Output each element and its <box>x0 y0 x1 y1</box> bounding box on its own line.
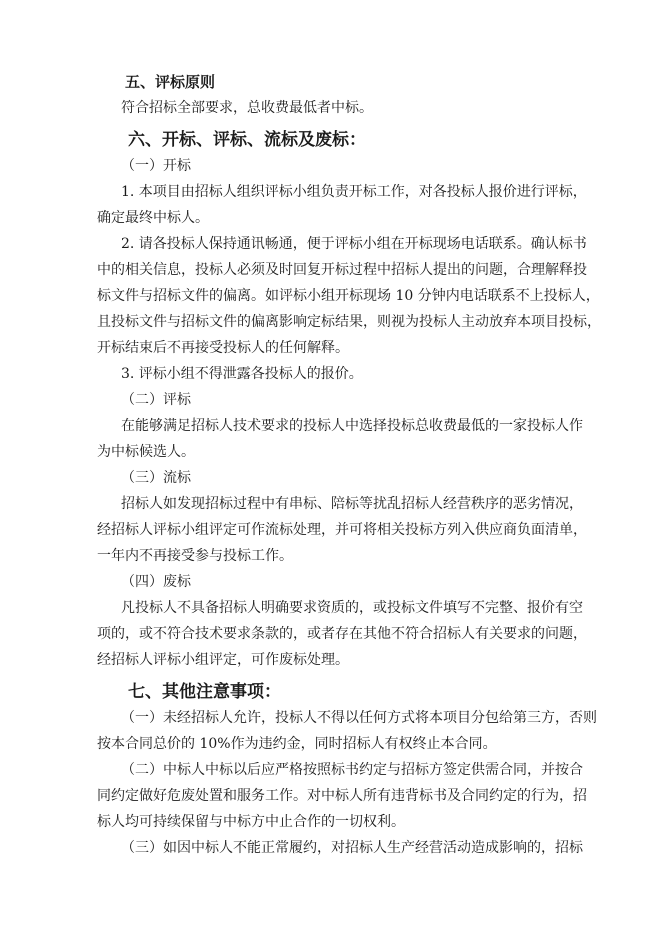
text-line: 标人均可持续保留与中标方中止合作的一切权利。 <box>97 814 405 830</box>
text-line: 经招标人评标小组评定，可作废标处理。 <box>97 652 349 668</box>
text-line: 为中标候选人。 <box>97 444 195 460</box>
text-line: 按本合同总价的 10%作为违约金，同时招标人有权终止本合同。 <box>97 736 497 752</box>
text-line: 2. 请各投标人保持通讯畅通，便于评标小组在开标现场电话联系。确认标书 <box>121 236 587 252</box>
text-line: 确定最终中标人。 <box>97 210 209 226</box>
subsection-heading: （四）废标 <box>121 574 191 590</box>
text-line: 凡投标人不具备招标人明确要求资质的，或投标文件填写不完整、报价有空 <box>121 600 583 616</box>
subsection-heading: （一）开标 <box>121 158 191 174</box>
text-line: 经招标人评标小组评定可作流标处理，并可将相关投标方列入供应商负面清单， <box>97 522 587 538</box>
text-line: 1. 本项目由招标人组织评标小组负责开标工作，对各投标人报价进行评标， <box>121 184 587 200</box>
text-line: （二）中标人中标以后应严格按照标书约定与招标方签定供需合同，并按合 <box>121 762 583 778</box>
text-line: 招标人如发现招标过程中有串标、陪标等扰乱招标人经营秩序的恶劣情况， <box>121 496 583 512</box>
text-line: 一年内不再接受参与投标工作。 <box>97 548 293 564</box>
text-line: 标文件与招标文件的偏离。如评标小组开标现场 10 分钟内电话联系不上投标人， <box>97 288 600 304</box>
section-heading: 六、开标、评标、流标及废标： <box>128 130 366 150</box>
text-line: （三）如因中标人不能正常履约，对招标人生产经营活动造成影响的，招标 <box>121 840 583 856</box>
section-heading: 五、评标原则 <box>125 73 216 91</box>
document-page <box>97 70 601 861</box>
text-line: 开标结束后不再接受投标人的任何解释。 <box>97 340 349 356</box>
text-line: 中的相关信息，投标人必须及时回复开标过程中招标人提出的问题，合理解释投 <box>97 262 587 278</box>
subsection-heading: （三）流标 <box>121 470 191 486</box>
text-line: 项的，或不符合技术要求条款的，或者存在其他不符合招标人有关要求的问题， <box>97 626 587 642</box>
text-line: （一）未经招标人允许，投标人不得以任何方式将本项目分包给第三方，否则 <box>121 710 597 726</box>
text-line: 且投标文件与招标文件的偏离影响定标结果，则视为投标人主动放弃本项目投标， <box>97 314 601 330</box>
text-line: 同约定做好危废处置和服务工作。对中标人所有违背标书及合同约定的行为，招 <box>97 788 587 804</box>
section-heading: 七、其他注意事项： <box>128 682 281 702</box>
subsection-heading: （二）评标 <box>121 392 191 408</box>
text-line: 在能够满足招标人技术要求的投标人中选择投标总收费最低的一家投标人作 <box>121 418 583 434</box>
text-line: 3. 评标小组不得泄露各投标人的报价。 <box>121 366 363 382</box>
text-line: 符合招标全部要求，总收费最低者中标。 <box>121 100 373 116</box>
